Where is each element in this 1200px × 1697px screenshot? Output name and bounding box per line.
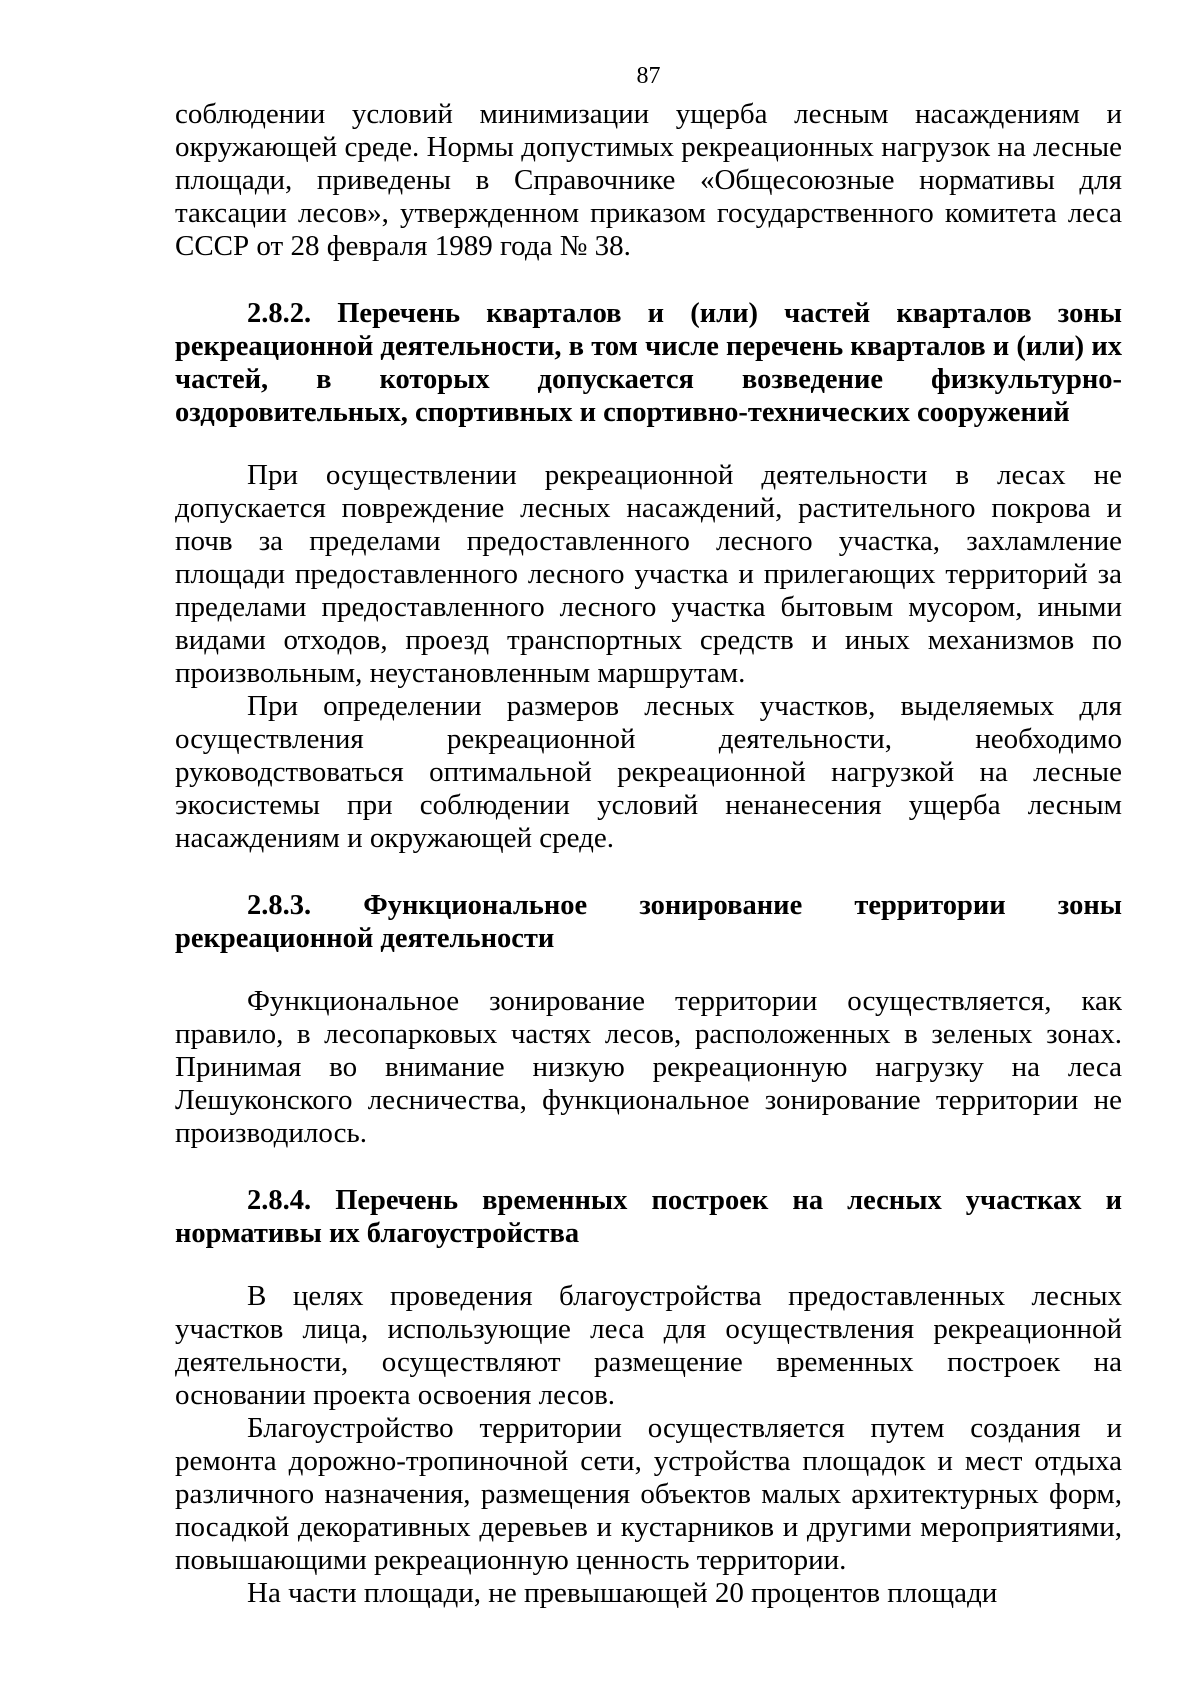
section-heading-2-8-2: 2.8.2. Перечень кварталов и (или) частей кварталов зоны рекреационной деятельности, в том числе перечень кварталов и (или) их частей, в которых допускается возведение физкультурно-оздоровительных, спортивных и спортивно-технических сооружений xyxy=(175,298,1122,428)
section-heading-2-8-4: 2.8.4. Перечень временных построек на лесных участках и нормативы их благоустройства xyxy=(175,1185,1122,1249)
intro-paragraph: соблюдении условий минимизации ущерба лесным насаждениям и окружающей среде. Нормы допустимых рекреационных нагрузок на лесные площади, приведены в Справочнике «Общесоюзные нормативы для таксации лесов», утвержденном приказом государственного комитета леса СССР от 28 февраля 1989 года № 38. xyxy=(175,98,1122,262)
section-2-8-4-paragraph-3: На части площади, не превышающей 20 процентов площади xyxy=(247,1577,998,1609)
section-2-8-2-paragraph-2: При определении размеров лесных участков, выделяемых для осуществления рекреационной деятельности, необходимо руководствоваться оптимальной рекреационной нагрузкой на лесные экосистемы при соблюдении условий ненанесения ущерба лесным насаждениям и окружающей среде. xyxy=(175,690,1122,854)
page-number: 87 xyxy=(636,63,661,89)
document-page xyxy=(175,62,1122,1610)
section-2-8-2-paragraph-1: При осуществлении рекреационной деятельности в лесах не допускается повреждение лесных насаждений, растительного покрова и почв за пределами предоставленного лесного участка, захламление площади предоставленного лесного участка и прилегающих территорий за пределами предоставленного лесного участка бытовым мусором, иными видами отходов, проезд транспортных средств и иных механизмов по произвольным, неустановленным маршрутам. xyxy=(175,459,1122,689)
section-heading-2-8-3: 2.8.3. Функциональное зонирование территории зоны рекреационной деятельности xyxy=(175,890,1122,954)
section-2-8-4-paragraph-2: Благоустройство территории осуществляется путем создания и ремонта дорожно-тропиночной сети, устройства площадок и мест отдыха различного назначения, размещения объектов малых архитектурных форм, посадкой декоративных деревьев и кустарников и другими мероприятиями, повышающими рекреационную ценность территории. xyxy=(175,1412,1122,1576)
section-2-8-4-paragraph-1: В целях проведения благоустройства предоставленных лесных участков лица, использующие леса для осуществления рекреационной деятельности, осуществляют размещение временных построек на основании проекта освоения лесов. xyxy=(175,1280,1122,1411)
section-2-8-3-paragraph-1: Функциональное зонирование территории осуществляется, как правило, в лесопарковых частях лесов, расположенных в зеленых зонах. Принимая во внимание низкую рекреационную нагрузку на леса Лешуконского лесничества, функциональное зонирование территории не производилось. xyxy=(175,985,1122,1149)
